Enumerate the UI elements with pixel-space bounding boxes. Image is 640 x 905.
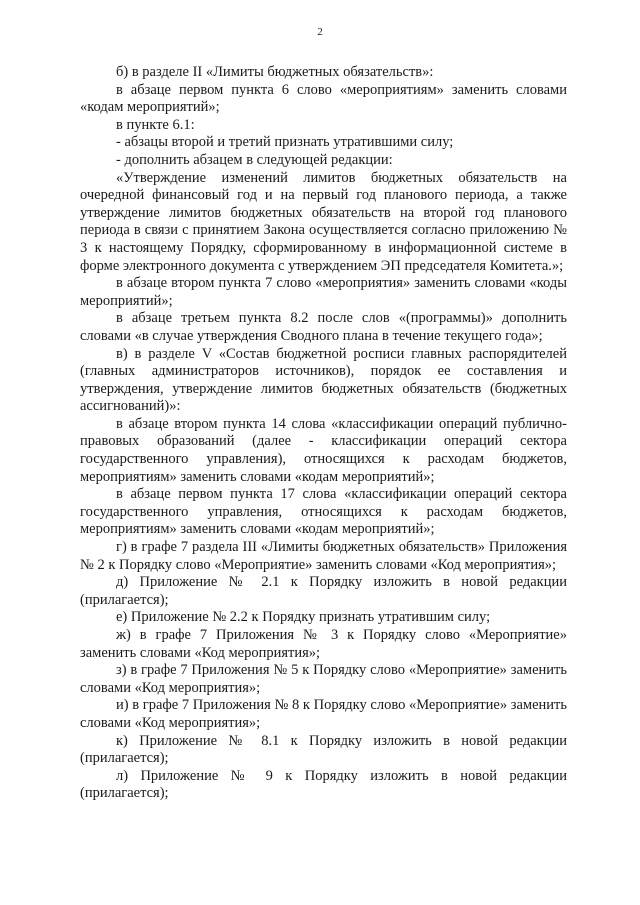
paragraph: в) в разделе V «Состав бюджетной росписи главных распорядителей (главных администраторов источников), порядок ее составления и утверждения, утверждение лимитов бюджетных обязательств (бюджетных ассигнований)»: — [80, 345, 567, 415]
paragraph: к) Приложение № 8.1 к Порядку изложить в новой редакции (прилагается); — [80, 732, 567, 767]
paragraph: л) Приложение № 9 к Порядку изложить в новой редакции (прилагается); — [80, 767, 567, 802]
paragraph: в абзаце третьем пункта 8.2 после слов «(программы)» дополнить словами «в случае утверждения Сводного плана в течение текущего года»; — [80, 310, 567, 344]
paragraph: и) в графе 7 Приложения № 8 к Порядку слово «Мероприятие» заменить словами «Код мероприятия»; — [80, 697, 567, 731]
paragraph: в пункте 6.1: — [116, 116, 195, 133]
paragraph: - абзацы второй и третий признать утратившими силу; — [116, 134, 454, 151]
paragraph: ж) в графе 7 Приложения № 3 к Порядку слово «Мероприятие» заменить словами «Код мероприятия»; — [80, 627, 567, 661]
paragraph: «Утверждение изменений лимитов бюджетных обязательств на очередной финансовый год и на первый год планового периода, а также утверждение лимитов бюджетных обязательств на второй год планового периода в связи с принятием Закона осуществляется согласно приложению № 3 к настоящему Порядку, сформированному в информационной системе в форме электронного документа с утверждением ЭП председателя Комитета.»; — [80, 169, 567, 274]
paragraph: е) Приложение № 2.2 к Порядку признать утратившим силу; — [116, 609, 491, 626]
paragraph: в абзаце втором пункта 14 слова «классификации операций публично-правовых образований (далее - классификации операций сектора государственного управления), относящихся к расходам бюджетов, мероприятиям» заменить словами «кодам мероприятий»; — [80, 415, 567, 485]
paragraph: з) в графе 7 Приложения № 5 к Порядку слово «Мероприятие» заменить словами «Код мероприятия»; — [80, 662, 567, 696]
paragraph: - дополнить абзацем в следующей редакции: — [116, 151, 393, 168]
page-number: 2 — [317, 26, 323, 38]
document-body — [80, 64, 567, 803]
paragraph: в абзаце втором пункта 7 слово «мероприятия» заменить словами «коды мероприятий»; — [80, 275, 567, 309]
paragraph: в абзаце первом пункта 6 слово «мероприятиям» заменить словами «кодам мероприятий»; — [80, 81, 567, 116]
paragraph: в абзаце первом пункта 17 слова «классификации операций сектора государственного управления, относящихся к расходам бюджетов, мероприятиям» заменить словами «кодам мероприятий»; — [80, 486, 567, 538]
paragraph: б) в разделе II «Лимиты бюджетных обязательств»: — [116, 64, 434, 80]
paragraph: г) в графе 7 раздела III «Лимиты бюджетных обязательств» Приложения № 2 к Порядку слово «Мероприятие» заменить словами «Код мероприятия»; — [80, 539, 567, 573]
paragraph: д) Приложение № 2.1 к Порядку изложить в новой редакции (прилагается); — [80, 574, 567, 608]
